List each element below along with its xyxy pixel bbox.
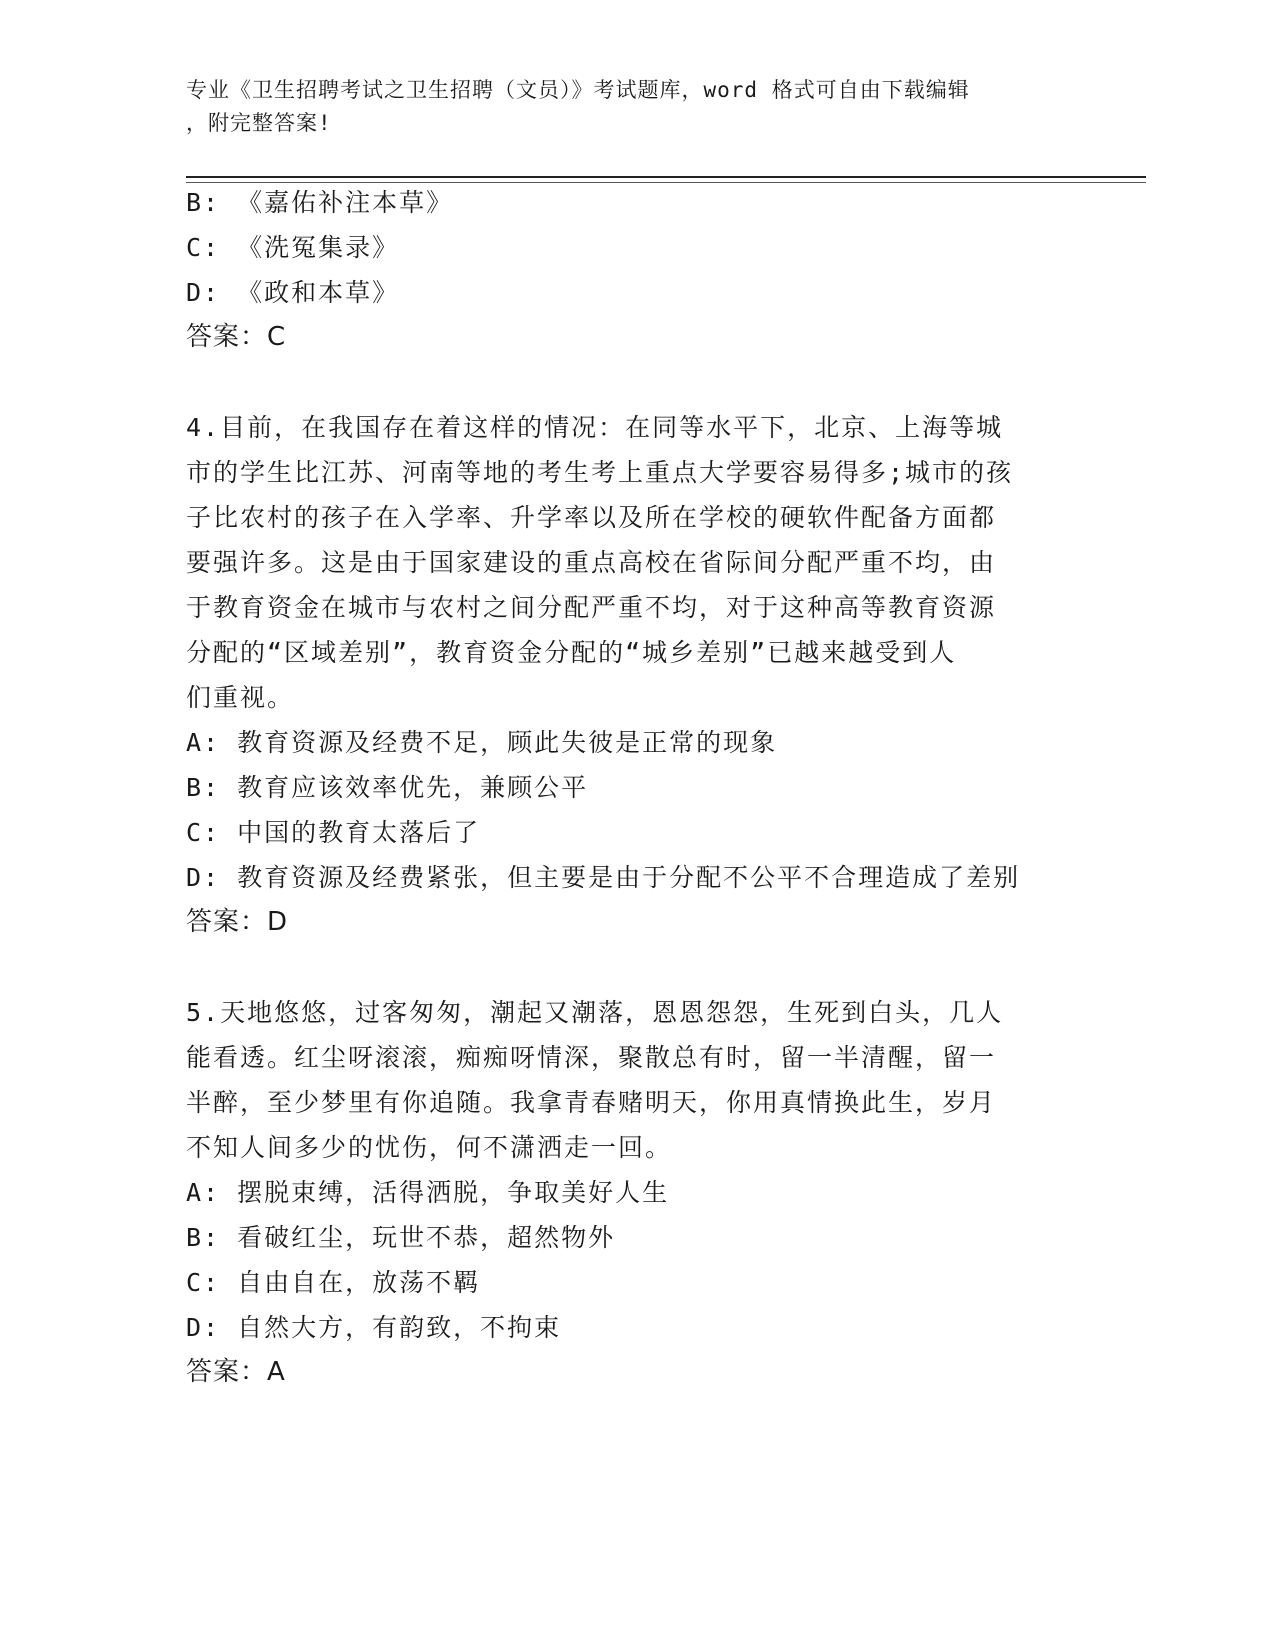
question-list <box>186 180 1066 1395</box>
question-stem-line: 于教育资金在城市与农村之间分配严重不均，对于这种高等教育资源 <box>186 593 997 622</box>
option-a: A: 摆脱束缚，活得洒脱，争取美好人生 <box>186 1178 670 1207</box>
spacer <box>186 360 1066 405</box>
header-line-1: 专业《卫生招聘考试之卫生招聘（文员）》考试题库，word 格式可自由下载编辑 <box>186 78 970 102</box>
answer-line: 答案：A <box>186 1357 286 1387</box>
answer-line: 答案：C <box>186 322 287 352</box>
option-d: D: 自然大方，有韵致，不拘束 <box>186 1313 562 1342</box>
option-b: B: 看破红尘，玩世不恭，超然物外 <box>186 1223 616 1252</box>
question-stem-line: 能看透。红尘呀滚滚，痴痴呀情深，聚散总有时，留一半清醒，留一 <box>186 1043 997 1072</box>
question-stem-line: 半醉，至少梦里有你追随。我拿青春赌明天，你用真情换此生，岁月 <box>186 1088 997 1117</box>
option-c: C: 《洗冤集录》 <box>186 233 400 262</box>
question-stem-line: 分配的“区域差别”，教育资金分配的“城乡差别”已越来越受到人 <box>186 638 957 667</box>
question-stem-line: 们重视。 <box>186 683 295 712</box>
question-stem-line: 子比农村的孩子在入学率、升学率以及所在学校的硬软件配备方面都 <box>186 503 997 532</box>
header-line-2: ，附完整答案! <box>186 111 332 135</box>
question-3-tail <box>186 180 1066 360</box>
question-stem-line: 不知人间多少的忧伤，何不潇洒走一回。 <box>186 1133 673 1162</box>
option-c: C: 自由自在，放荡不羁 <box>186 1268 481 1297</box>
question-5 <box>186 990 1066 1395</box>
option-d: D: 教育资源及经费紧张，但主要是由于分配不公平不合理造成了差别 <box>186 863 1021 892</box>
option-c: C: 中国的教育太落后了 <box>186 818 481 847</box>
spacer <box>186 945 1066 990</box>
question-stem-line: 要强许多。这是由于国家建设的重点高校在省际间分配严重不均，由 <box>186 548 997 577</box>
question-stem-line: 4.目前，在我国存在着这样的情况：在同等水平下，北京、上海等城 <box>186 413 1004 442</box>
question-4 <box>186 405 1066 945</box>
option-b: B: 教育应该效率优先，兼顾公平 <box>186 773 589 802</box>
answer-line: 答案：D <box>186 907 289 937</box>
option-a: A: 教育资源及经费不足，顾此失彼是正常的现象 <box>186 728 778 757</box>
question-stem-line: 市的学生比江苏、河南等地的考生考上重点大学要容易得多;城市的孩 <box>186 458 1014 487</box>
question-stem-line: 5.天地悠悠，过客匆匆，潮起又潮落，恩恩怨怨，生死到白头，几人 <box>186 998 1004 1027</box>
page-header <box>186 74 1066 140</box>
option-b: B: 《嘉佑补注本草》 <box>186 188 454 217</box>
option-d: D: 《政和本草》 <box>186 278 400 307</box>
header-rule-thick <box>186 176 1146 178</box>
